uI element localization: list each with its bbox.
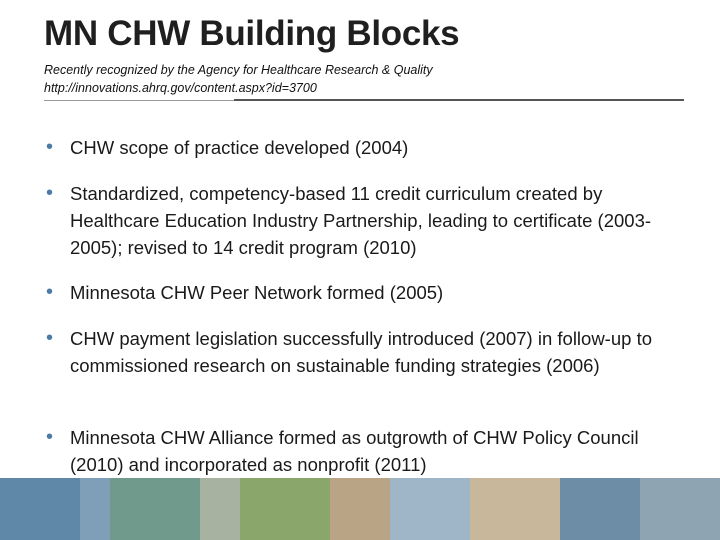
bullet-text: Minnesota CHW Peer Network formed (2005) xyxy=(70,282,444,303)
bullet-item xyxy=(46,180,680,261)
bullet-icon: • xyxy=(46,327,54,349)
bullet-item xyxy=(46,325,680,379)
subtitle-url: http://innovations.ahrq.gov/content.aspx?id=3700 xyxy=(44,81,317,95)
bullet-text: Standardized, competency-based 11 credit curriculum created by Healthcare Education Industry Partnership, leading to certificate (2003-2005); revised to 14 credit program (2010) xyxy=(70,183,652,258)
bullet-text: CHW payment legislation successfully introduced (2007) in follow-up to commissioned research on sustainable funding strategies (2006) xyxy=(70,328,652,376)
photo-color-band xyxy=(0,478,720,540)
subtitle-recognition: Recently recognized by the Agency for Healthcare Research & Quality xyxy=(44,63,433,77)
bullet-text: CHW scope of practice developed (2004) xyxy=(70,137,409,158)
bullet-icon: • xyxy=(46,136,54,158)
bullet-text: Minnesota CHW Alliance formed as outgrowth of CHW Policy Council (2010) and incorporated as nonprofit (2011) xyxy=(70,427,639,475)
bullet-item xyxy=(46,279,680,306)
bullet-item xyxy=(46,134,680,161)
bullet-icon: • xyxy=(46,426,54,448)
bullet-item xyxy=(46,424,680,478)
bullet-icon: • xyxy=(46,182,54,204)
slide-title: MN CHW Building Blocks xyxy=(44,14,460,53)
photo-strip xyxy=(0,478,720,540)
bullet-icon: • xyxy=(46,281,54,303)
